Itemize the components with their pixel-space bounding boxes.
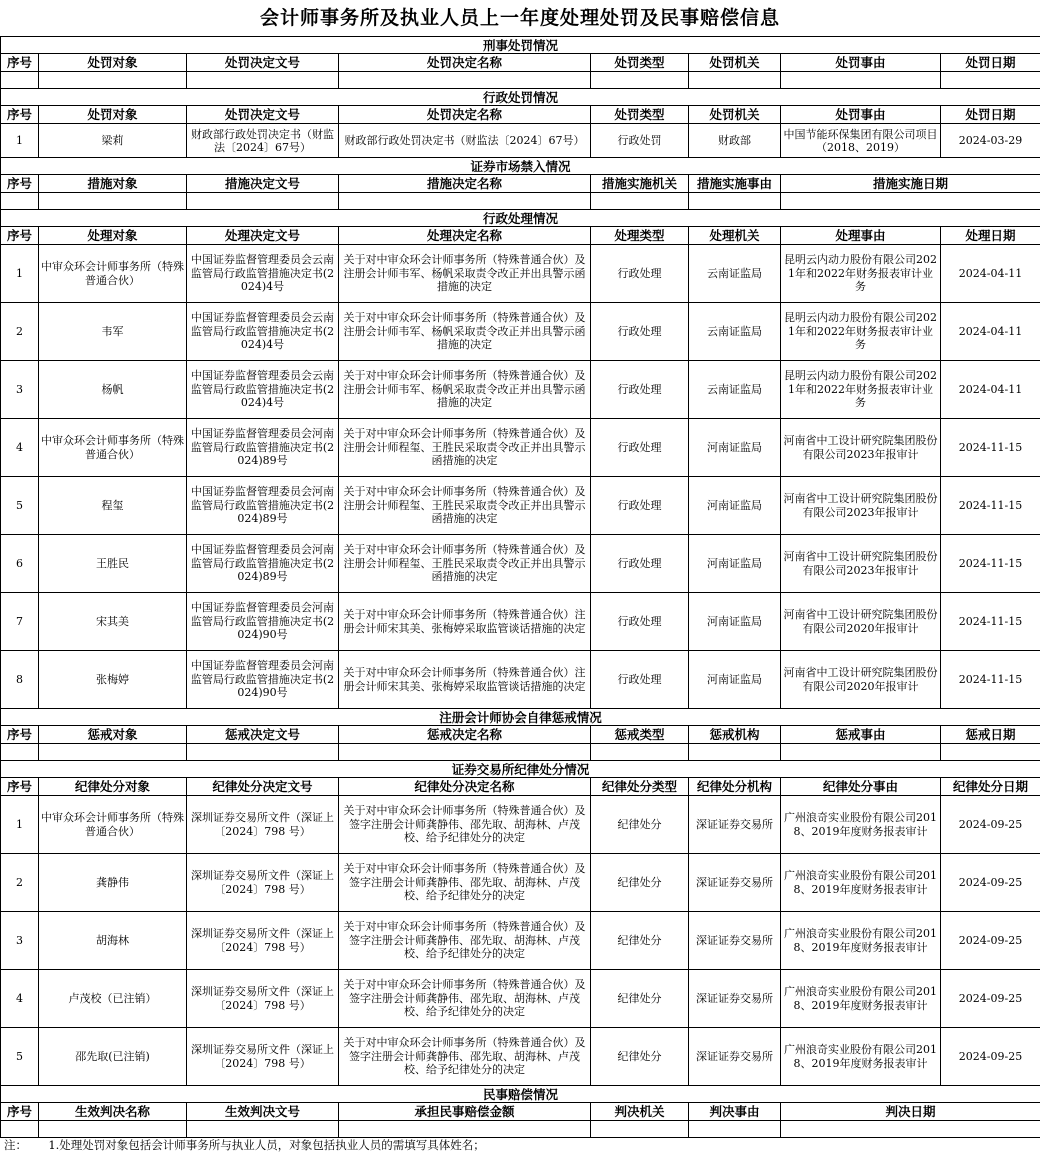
empty-cell [689, 1121, 781, 1138]
column-header: 承担民事赔偿金额 [339, 1103, 591, 1121]
table-cell: 关于对中审众环会计师事务所（特殊普通合伙）注册会计师宋其美、张梅婷采取监管谈话措施的决定 [339, 593, 591, 651]
column-header: 惩戒类型 [591, 726, 689, 744]
table-cell: 河南证监局 [689, 419, 781, 477]
empty-cell [187, 193, 339, 210]
section-row-exchange_discipline [1, 761, 1040, 778]
column-header: 判决机关 [591, 1103, 689, 1121]
column-header: 处罚决定文号 [187, 54, 339, 72]
empty-cell [689, 72, 781, 89]
table-cell: 财政部行政处罚决定书（财监法〔2024〕67号） [187, 124, 339, 158]
table-cell: 广州浪奇实业股份有限公司2018、2019年度财务报表审计 [781, 1028, 941, 1086]
table-cell: 深证证券交易所 [689, 1028, 781, 1086]
table-row [1, 1028, 1040, 1086]
column-header: 处理日期 [941, 227, 1040, 245]
table-row [1, 854, 1040, 912]
column-header: 纪律处分机构 [689, 778, 781, 796]
table-cell: 纪律处分 [591, 1028, 689, 1086]
table-cell: 广州浪奇实业股份有限公司2018、2019年度财务报表审计 [781, 912, 941, 970]
table-cell: 胡海林 [39, 912, 187, 970]
section-heading: 证券交易所纪律处分情况 [1, 761, 1040, 778]
column-header: 处理机关 [689, 227, 781, 245]
table-cell: 韦军 [39, 303, 187, 361]
empty-cell [339, 193, 591, 210]
column-header: 惩戒决定文号 [187, 726, 339, 744]
table-cell: 河南省中工设计研究院集团股份有限公司2020年报审计 [781, 593, 941, 651]
empty-cell [591, 1121, 689, 1138]
table-cell: 龚静伟 [39, 854, 187, 912]
section-heading: 行政处罚情况 [1, 89, 1040, 106]
column-header: 处罚对象 [39, 106, 187, 124]
table-cell: 关于对中审众环会计师事务所（特殊普通合伙）及注册会计师程玺、王胜民采取责令改正并出具警示函措施的决定 [339, 477, 591, 535]
table-cell: 纪律处分 [591, 970, 689, 1028]
table-cell: 中国证券监督管理委员会河南监管局行政监管措施决定书(2024)89号 [187, 477, 339, 535]
column-header: 惩戒对象 [39, 726, 187, 744]
column-header: 生效判决名称 [39, 1103, 187, 1121]
column-header: 判决日期 [781, 1103, 1040, 1121]
empty-cell [339, 744, 591, 761]
section-row-admin_measures [1, 210, 1040, 227]
table-cell: 昆明云内动力股份有限公司2021年和2022年财务报表审计业务 [781, 361, 941, 419]
table-cell: 关于对中审众环会计师事务所（特殊普通合伙）及注册会计师程玺、王胜民采取责令改正并出具警示函措施的决定 [339, 535, 591, 593]
column-header: 序号 [1, 778, 39, 796]
empty-cell [1, 744, 39, 761]
empty-cell [1, 72, 39, 89]
table-cell: 关于对中审众环会计师事务所（特殊普通合伙）注册会计师宋其美、张梅婷采取监管谈话措施的决定 [339, 651, 591, 709]
header-row [1, 175, 1040, 193]
table-cell: 1 [1, 796, 39, 854]
table-cell: 4 [1, 419, 39, 477]
empty-cell [591, 193, 689, 210]
empty-cell [689, 744, 781, 761]
column-header: 处理对象 [39, 227, 187, 245]
table-cell: 深证证券交易所 [689, 970, 781, 1028]
section-heading: 证券市场禁入情况 [1, 158, 1040, 175]
disciplinary-table [0, 36, 1040, 1138]
table-cell: 5 [1, 477, 39, 535]
header-row [1, 227, 1040, 245]
section-row-admin_penalty [1, 89, 1040, 106]
table-cell: 广州浪奇实业股份有限公司2018、2019年度财务报表审计 [781, 854, 941, 912]
empty-cell [39, 72, 187, 89]
table-cell: 河南证监局 [689, 593, 781, 651]
table-cell: 3 [1, 361, 39, 419]
table-cell: 深证证券交易所 [689, 854, 781, 912]
table-cell: 关于对中审众环会计师事务所（特殊普通合伙）及签字注册会计师龚静伟、邵先取、胡海林、卢茂校、给予纪律处分的决定 [339, 854, 591, 912]
table-cell: 深圳证券交易所文件（深证上〔2024〕798 号） [187, 854, 339, 912]
table-cell: 关于对中审众环会计师事务所（特殊普通合伙）及签字注册会计师龚静伟、邵先取、胡海林、卢茂校、给予纪律处分的决定 [339, 1028, 591, 1086]
table-cell: 纪律处分 [591, 912, 689, 970]
table-cell: 深证证券交易所 [689, 796, 781, 854]
table-cell: 2024-04-11 [941, 303, 1040, 361]
table-cell: 中国证券监督管理委员会河南监管局行政监管措施决定书(2024)90号 [187, 593, 339, 651]
table-row [1, 303, 1040, 361]
footnote [0, 1138, 1040, 1152]
empty-cell [941, 72, 1040, 89]
table-row [1, 593, 1040, 651]
table-cell: 8 [1, 651, 39, 709]
column-header: 序号 [1, 54, 39, 72]
table-cell: 河南省中工设计研究院集团股份有限公司2020年报审计 [781, 651, 941, 709]
table-cell: 杨帆 [39, 361, 187, 419]
table-cell: 行政处理 [591, 535, 689, 593]
section-row-civil [1, 1086, 1040, 1103]
table-cell: 1 [1, 245, 39, 303]
header-row [1, 778, 1040, 796]
table-cell: 中国证券监督管理委员会云南监管局行政监管措施决定书(2024)4号 [187, 303, 339, 361]
empty-cell [781, 193, 1040, 210]
table-row [1, 124, 1040, 158]
column-header: 处罚机关 [689, 106, 781, 124]
column-header: 纪律处分日期 [941, 778, 1040, 796]
column-header: 惩戒日期 [941, 726, 1040, 744]
empty-cell [39, 744, 187, 761]
column-header: 纪律处分对象 [39, 778, 187, 796]
table-cell: 行政处理 [591, 477, 689, 535]
section-row-market_ban [1, 158, 1040, 175]
table-cell: 2024-04-11 [941, 245, 1040, 303]
table-cell: 2024-11-15 [941, 477, 1040, 535]
table-row [1, 651, 1040, 709]
empty-row [1, 1121, 1040, 1138]
table-cell: 2024-03-29 [941, 124, 1040, 158]
table-row [1, 245, 1040, 303]
table-row [1, 419, 1040, 477]
table-cell: 卢茂校（已注销） [39, 970, 187, 1028]
table-cell: 2024-04-11 [941, 361, 1040, 419]
table-cell: 深证证券交易所 [689, 912, 781, 970]
table-cell: 关于对中审众环会计师事务所（特殊普通合伙）及签字注册会计师龚静伟、邵先取、胡海林、卢茂校、给予纪律处分的决定 [339, 912, 591, 970]
empty-row [1, 744, 1040, 761]
table-cell: 1 [1, 124, 39, 158]
table-cell: 邵先取(已注销) [39, 1028, 187, 1086]
column-header: 处罚类型 [591, 106, 689, 124]
table-cell: 河南证监局 [689, 651, 781, 709]
column-header: 生效判决文号 [187, 1103, 339, 1121]
table-cell: 深圳证券交易所文件（深证上〔2024〕798 号） [187, 912, 339, 970]
column-header: 惩戒决定名称 [339, 726, 591, 744]
column-header: 处理事由 [781, 227, 941, 245]
table-cell: 昆明云内动力股份有限公司2021年和2022年财务报表审计业务 [781, 245, 941, 303]
column-header: 处罚机关 [689, 54, 781, 72]
column-header: 纪律处分决定文号 [187, 778, 339, 796]
column-header: 序号 [1, 175, 39, 193]
table-cell: 中审众环会计师事务所（特殊普通合伙） [39, 796, 187, 854]
empty-row [1, 193, 1040, 210]
empty-cell [941, 744, 1040, 761]
table-cell: 2024-09-25 [941, 796, 1040, 854]
table-cell: 关于对中审众环会计师事务所（特殊普通合伙）及签字注册会计师龚静伟、邵先取、胡海林、卢茂校、给予纪律处分的决定 [339, 970, 591, 1028]
column-header: 序号 [1, 726, 39, 744]
table-cell: 关于对中审众环会计师事务所（特殊普通合伙）及注册会计师韦军、杨帆采取责令改正并出具警示函措施的决定 [339, 245, 591, 303]
header-row [1, 726, 1040, 744]
column-header: 序号 [1, 106, 39, 124]
table-cell: 纪律处分 [591, 854, 689, 912]
empty-cell [39, 193, 187, 210]
table-cell: 河南省中工设计研究院集团股份有限公司2023年报审计 [781, 419, 941, 477]
page-title: 会计师事务所及执业人员上一年度处理处罚及民事赔偿信息 [259, 7, 780, 29]
table-cell: 关于对中审众环会计师事务所（特殊普通合伙）及签字注册会计师龚静伟、邵先取、胡海林、卢茂校、给予纪律处分的决定 [339, 796, 591, 854]
section-heading: 刑事处罚情况 [1, 37, 1040, 54]
empty-cell [187, 744, 339, 761]
table-cell: 中国证券监督管理委员会河南监管局行政监管措施决定书(2024)89号 [187, 419, 339, 477]
column-header: 处罚决定名称 [339, 54, 591, 72]
table-cell: 关于对中审众环会计师事务所（特殊普通合伙）及注册会计师韦军、杨帆采取责令改正并出具警示函措施的决定 [339, 361, 591, 419]
table-cell: 关于对中审众环会计师事务所（特殊普通合伙）及注册会计师韦军、杨帆采取责令改正并出具警示函措施的决定 [339, 303, 591, 361]
column-header: 措施决定文号 [187, 175, 339, 193]
empty-cell [339, 1121, 591, 1138]
column-header: 序号 [1, 1103, 39, 1121]
table-row [1, 535, 1040, 593]
table-row [1, 477, 1040, 535]
table-cell: 中审众环会计师事务所（特殊普通合伙） [39, 245, 187, 303]
table-cell: 行政处理 [591, 245, 689, 303]
table-row [1, 912, 1040, 970]
column-header: 处罚对象 [39, 54, 187, 72]
table-cell: 6 [1, 535, 39, 593]
table-cell: 5 [1, 1028, 39, 1086]
column-header: 纪律处分决定名称 [339, 778, 591, 796]
table-cell: 2024-09-25 [941, 912, 1040, 970]
column-header: 措施实施日期 [781, 175, 1040, 193]
column-header: 惩戒机构 [689, 726, 781, 744]
header-row [1, 106, 1040, 124]
header-row [1, 1103, 1040, 1121]
column-header: 纪律处分事由 [781, 778, 941, 796]
column-header: 措施对象 [39, 175, 187, 193]
table-cell: 云南证监局 [689, 245, 781, 303]
empty-cell [339, 72, 591, 89]
table-cell: 行政处理 [591, 419, 689, 477]
column-header: 处罚事由 [781, 106, 941, 124]
section-heading: 行政处理情况 [1, 210, 1040, 227]
column-header: 处罚决定文号 [187, 106, 339, 124]
table-cell: 2024-09-25 [941, 854, 1040, 912]
table-cell: 中国证券监督管理委员会云南监管局行政监管措施决定书(2024)4号 [187, 245, 339, 303]
section-heading: 注册会计师协会自律惩戒情况 [1, 709, 1040, 726]
table-cell: 云南证监局 [689, 303, 781, 361]
table-row [1, 361, 1040, 419]
footnote-text: 1.处理处罚对象包括会计师事务所与执业人员，对象包括执业人员的需填写具体姓名； [48, 1138, 485, 1152]
table-cell: 程玺 [39, 477, 187, 535]
table-cell: 3 [1, 912, 39, 970]
footnote-label: 注： [4, 1138, 27, 1152]
table-cell: 2 [1, 854, 39, 912]
table-cell: 财政部行政处罚决定书（财监法〔2024〕67号） [339, 124, 591, 158]
table-cell: 河南证监局 [689, 477, 781, 535]
table-cell: 梁莉 [39, 124, 187, 158]
table-cell: 中国节能环保集团有限公司项目（2018、2019） [781, 124, 941, 158]
table-cell: 行政处理 [591, 303, 689, 361]
empty-cell [1, 1121, 39, 1138]
table-cell: 王胜民 [39, 535, 187, 593]
table-cell: 深圳证券交易所文件（深证上〔2024〕798 号） [187, 970, 339, 1028]
table-cell: 行政处罚 [591, 124, 689, 158]
table-cell: 2 [1, 303, 39, 361]
empty-cell [781, 1121, 1040, 1138]
table-cell: 财政部 [689, 124, 781, 158]
table-cell: 宋其美 [39, 593, 187, 651]
table-cell: 2024-09-25 [941, 1028, 1040, 1086]
table-cell: 广州浪奇实业股份有限公司2018、2019年度财务报表审计 [781, 970, 941, 1028]
empty-cell [187, 1121, 339, 1138]
table-cell: 中国证券监督管理委员会河南监管局行政监管措施决定书(2024)89号 [187, 535, 339, 593]
table-cell: 河南省中工设计研究院集团股份有限公司2023年报审计 [781, 477, 941, 535]
table-cell: 2024-11-15 [941, 535, 1040, 593]
table-cell: 2024-11-15 [941, 593, 1040, 651]
empty-cell [689, 193, 781, 210]
table-cell: 7 [1, 593, 39, 651]
column-header: 处罚类型 [591, 54, 689, 72]
table-cell: 4 [1, 970, 39, 1028]
table-cell: 中国证券监督管理委员会河南监管局行政监管措施决定书(2024)90号 [187, 651, 339, 709]
empty-cell [187, 72, 339, 89]
table-cell: 张梅婷 [39, 651, 187, 709]
table-cell: 2024-11-15 [941, 651, 1040, 709]
column-header: 措施实施机关 [591, 175, 689, 193]
table-cell: 河南省中工设计研究院集团股份有限公司2023年报审计 [781, 535, 941, 593]
column-header: 处罚日期 [941, 106, 1040, 124]
column-header: 处理类型 [591, 227, 689, 245]
column-header: 序号 [1, 227, 39, 245]
empty-cell [39, 1121, 187, 1138]
table-row [1, 970, 1040, 1028]
table-cell: 河南证监局 [689, 535, 781, 593]
table-cell: 昆明云内动力股份有限公司2021年和2022年财务报表审计业务 [781, 303, 941, 361]
table-cell: 行政处理 [591, 361, 689, 419]
table-cell: 2024-09-25 [941, 970, 1040, 1028]
table-cell: 2024-11-15 [941, 419, 1040, 477]
column-header: 纪律处分类型 [591, 778, 689, 796]
table-cell: 关于对中审众环会计师事务所（特殊普通合伙）及注册会计师程玺、王胜民采取责令改正并出具警示函措施的决定 [339, 419, 591, 477]
table-cell: 广州浪奇实业股份有限公司2018、2019年度财务报表审计 [781, 796, 941, 854]
table-cell: 纪律处分 [591, 796, 689, 854]
column-header: 处理决定名称 [339, 227, 591, 245]
empty-cell [781, 72, 941, 89]
table-cell: 中国证券监督管理委员会云南监管局行政监管措施决定书(2024)4号 [187, 361, 339, 419]
column-header: 措施决定名称 [339, 175, 591, 193]
table-cell: 深圳证券交易所文件（深证上〔2024〕798 号） [187, 796, 339, 854]
column-header: 处罚决定名称 [339, 106, 591, 124]
empty-cell [591, 72, 689, 89]
table-cell: 行政处理 [591, 651, 689, 709]
table-cell: 行政处理 [591, 593, 689, 651]
column-header: 处理决定文号 [187, 227, 339, 245]
section-row-cpa_discipline [1, 709, 1040, 726]
column-header: 判决事由 [689, 1103, 781, 1121]
column-header: 处罚事由 [781, 54, 941, 72]
section-heading: 民事赔偿情况 [1, 1086, 1040, 1103]
empty-cell [591, 744, 689, 761]
table-cell: 深圳证券交易所文件（深证上〔2024〕798 号） [187, 1028, 339, 1086]
empty-cell [1, 193, 39, 210]
table-cell: 中审众环会计师事务所（特殊普通合伙） [39, 419, 187, 477]
table-cell: 云南证监局 [689, 361, 781, 419]
table-row [1, 796, 1040, 854]
header-row [1, 54, 1040, 72]
column-header: 惩戒事由 [781, 726, 941, 744]
empty-cell [781, 744, 941, 761]
section-row-criminal [1, 37, 1040, 54]
column-header: 措施实施事由 [689, 175, 781, 193]
column-header: 处罚日期 [941, 54, 1040, 72]
empty-row [1, 72, 1040, 89]
